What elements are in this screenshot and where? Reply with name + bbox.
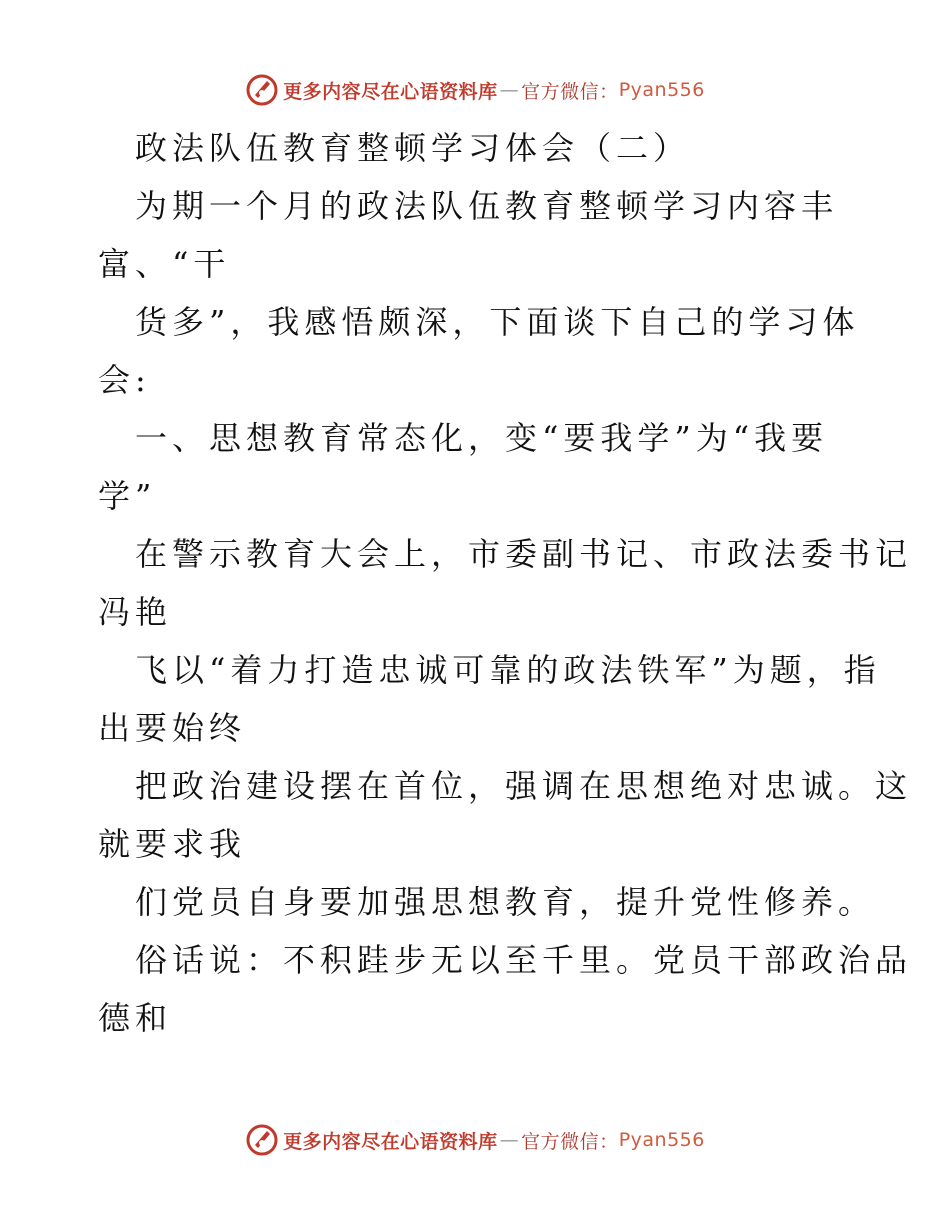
- section-heading: 一、思想教育常态化，变“要我学”为“我要: [135, 419, 829, 457]
- body-line: 为期一个月的政法队伍教育整顿学习内容丰: [135, 187, 839, 225]
- body-line: 富、“干: [98, 245, 231, 283]
- brand-logo-icon: [245, 1123, 279, 1157]
- document-title: 政法队伍教育整顿学习体会（二）: [135, 129, 691, 167]
- body-line: 货多”，我感悟颇深，下面谈下自己的学习体: [135, 303, 860, 341]
- watermark-text: 更多内容尽在心语资料库: [283, 80, 498, 103]
- watermark-separator: —: [499, 79, 520, 101]
- watermark-label: 官方微信：: [521, 80, 619, 103]
- body-line: 会:: [98, 361, 151, 399]
- body-line: 在警示教育大会上，市委副书记、市政法委书记: [135, 535, 913, 573]
- body-line: 把政治建设摆在首位，强调在思想绝对忠诚。这: [135, 767, 913, 805]
- body-line: 俗话说：不积跬步无以至千里。党员干部政治品: [135, 941, 913, 979]
- header-watermark: [0, 70, 950, 110]
- section-heading-cont: 学”: [98, 477, 157, 515]
- watermark-id: Pyan556: [618, 79, 705, 101]
- footer-watermark: [0, 1120, 950, 1160]
- body-line: 德和: [98, 999, 173, 1037]
- body-line: 们党员自身要加强思想教育，提升党性修养。: [135, 883, 876, 921]
- watermark-text: 更多内容尽在心语资料库: [283, 1130, 498, 1153]
- body-line: 就要求我: [98, 825, 247, 863]
- brand-logo-icon: [245, 73, 279, 107]
- watermark-separator: —: [499, 1129, 520, 1151]
- body-line: 飞以“着力打造忠诚可靠的政法铁军”为题，指: [135, 651, 881, 689]
- body-line: 冯艳: [98, 593, 173, 631]
- body-line: 出要始终: [98, 709, 247, 747]
- watermark-label: 官方微信：: [521, 1130, 619, 1153]
- watermark-id: Pyan556: [618, 1129, 705, 1151]
